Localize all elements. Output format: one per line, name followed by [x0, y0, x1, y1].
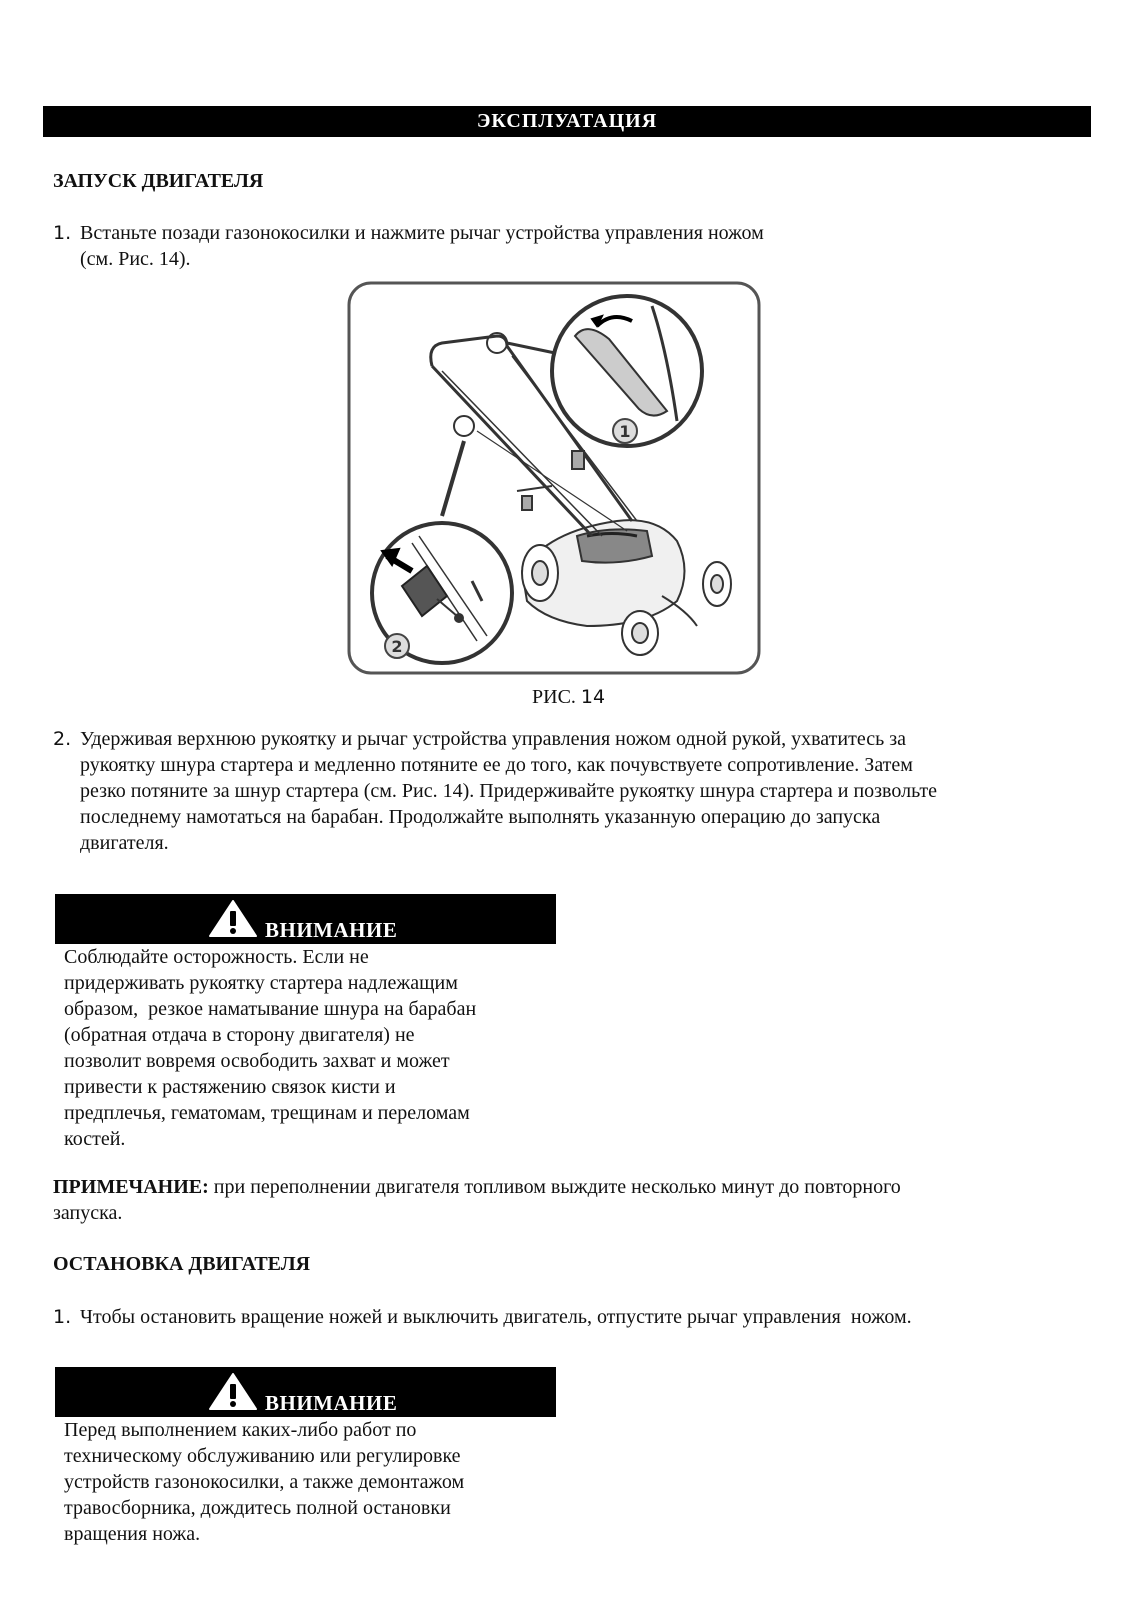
step-number: 1.	[53, 1306, 72, 1328]
warning-line: образом, резкое наматывание шнура на барабан	[64, 998, 477, 1020]
lawnmower-illustration	[347, 281, 767, 681]
stop-engine-heading: ОСТАНОВКА ДВИГАТЕЛЯ	[53, 1253, 311, 1275]
start-engine-heading: ЗАПУСК ДВИГАТЕЛЯ	[53, 170, 264, 192]
warning-line: привести к растяжению связок кисти и	[64, 1076, 396, 1098]
note	[53, 1174, 1103, 1226]
step-text-line-1: Встаньте позади газонокосилки и нажмите рычаг устройства управления ножом	[80, 222, 764, 244]
warning-line: Соблюдайте осторожность. Если не	[64, 946, 369, 968]
stop-step-1	[53, 1304, 1103, 1330]
warning-triangle-icon	[207, 897, 259, 939]
callout-1-label: 1	[619, 422, 631, 441]
warning-label: ВНИМАНИЕ	[265, 918, 398, 942]
step-number: 1.	[53, 222, 72, 244]
step-text-line-2: (см. Рис. 14).	[80, 248, 191, 270]
warning-line: костей.	[64, 1128, 126, 1150]
section-title: ЭКСПЛУАТАЦИЯ	[476, 110, 658, 132]
warning-line: вращения ножа.	[64, 1523, 201, 1545]
step-text-line-2: рукоятку шнура стартера и медленно потяните ее до того, как почувствуете сопротивление. Затем	[80, 754, 913, 776]
callout-2-label: 2	[391, 637, 403, 656]
step-text-line-5: двигателя.	[80, 832, 169, 854]
warning-label: ВНИМАНИЕ	[265, 1391, 398, 1415]
step-text: Чтобы остановить вращение ножей и выключить двигатель, отпустите рычаг управления ножом.	[80, 1306, 912, 1328]
warning-triangle-icon	[207, 1370, 259, 1412]
figure-caption	[532, 686, 605, 709]
section-title-bar	[43, 106, 1091, 137]
figure-caption-number: 14	[580, 686, 606, 708]
warning-banner	[55, 1367, 556, 1417]
warning-text	[64, 944, 554, 1152]
warning-banner	[55, 894, 556, 944]
warning-line: травосборника, дождитесь полной остановки	[64, 1497, 451, 1519]
note-label: ПРИМЕЧАНИЕ:	[53, 1176, 209, 1198]
step-number: 2.	[53, 728, 72, 750]
figure-caption-prefix: РИС.	[532, 686, 576, 708]
warning-line: устройств газонокосилки, а также демонтажом	[64, 1471, 465, 1493]
warning-line: техническому обслуживанию или регулировке	[64, 1445, 461, 1467]
figure-14	[347, 281, 767, 681]
warning-text	[64, 1417, 554, 1547]
warning-line: (обратная отдача в сторону двигателя) не	[64, 1024, 415, 1046]
start-step-2	[53, 726, 1103, 856]
warning-line: Перед выполнением каких-либо работ по	[64, 1419, 417, 1441]
warning-line: придерживать рукоятку стартера надлежащим	[64, 972, 458, 994]
warning-line: предплечья, гематомам, трещинам и переломам	[64, 1102, 470, 1124]
step-text-line-3: резко потяните за шнур стартера (см. Рис. 14). Придерживайте рукоятку шнура стартера и позвольте	[80, 780, 938, 802]
note-text-line-1: при переполнении двигателя топливом выждите несколько минут до повторного	[208, 1176, 901, 1198]
start-step-1	[53, 220, 1093, 272]
step-text-line-1: Удерживая верхнюю рукоятку и рычаг устройства управления ножом одной рукой, ухватитесь за	[80, 728, 906, 750]
warning-line: позволит вовремя освободить захват и может	[64, 1050, 450, 1072]
note-text-line-2: запуска.	[53, 1202, 123, 1224]
step-text-line-4: последнему намотаться на барабан. Продолжайте выполнять указанную операцию до запуска	[80, 806, 881, 828]
